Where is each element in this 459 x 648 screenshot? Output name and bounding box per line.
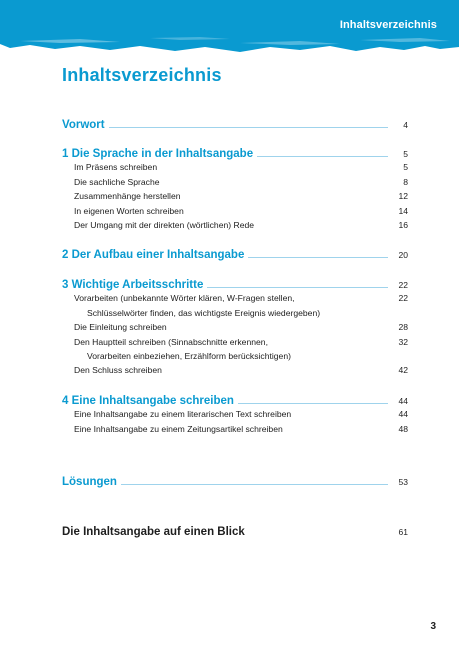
section-title: Vorwort xyxy=(62,119,105,131)
item-page: 5 xyxy=(403,162,408,172)
toc-item-continuation[interactable] xyxy=(74,351,408,362)
item-page: 28 xyxy=(398,322,408,332)
toc-section[interactable] xyxy=(62,275,408,291)
toc-section[interactable] xyxy=(62,391,408,407)
item-title: Vorarbeiten (unbekannte Wörter klären, W-Fragen stellen, xyxy=(74,293,295,303)
item-title: Vorarbeiten einbeziehen, Erzählform berücksichtigen) xyxy=(87,351,291,361)
item-page xyxy=(394,351,408,362)
item-page: 44 xyxy=(398,409,408,419)
item-title: Die Einleitung schreiben xyxy=(74,322,167,332)
dot-leader xyxy=(238,403,388,404)
toc-item[interactable] xyxy=(74,424,408,435)
item-page xyxy=(394,308,408,319)
item-page: 12 xyxy=(398,191,408,201)
dot-leader xyxy=(257,156,388,157)
toc-item[interactable] xyxy=(74,162,408,173)
item-page: 42 xyxy=(398,365,408,375)
dot-leader xyxy=(121,484,388,485)
toc-item[interactable] xyxy=(74,191,408,202)
item-page: 16 xyxy=(398,220,408,230)
toc-item[interactable] xyxy=(74,293,408,304)
item-title: Schlüsselwörter finden, das wichtigste Ereignis wiedergeben) xyxy=(87,308,321,318)
section-title: 3 Wichtige Arbeitsschritte xyxy=(62,279,204,291)
item-title: Den Hauptteil schreiben (Sinnabschnitte erkennen, xyxy=(74,337,268,347)
toc-item[interactable] xyxy=(74,220,408,231)
item-title: In eigenen Worten schreiben xyxy=(74,206,184,216)
page-number: 3 xyxy=(430,621,436,632)
section-title: 1 Die Sprache in der Inhaltsangabe xyxy=(62,148,254,160)
section-page: 5 xyxy=(403,149,408,159)
item-title: Eine Inhaltsangabe zu einem literarischen Text schreiben xyxy=(74,409,292,419)
item-title: Zusammenhänge herstellen xyxy=(74,191,181,201)
toc-item-continuation[interactable] xyxy=(74,308,408,319)
section-page: 53 xyxy=(398,477,408,487)
toc-item[interactable] xyxy=(74,177,408,188)
section-page: 4 xyxy=(403,120,408,130)
toc-item[interactable] xyxy=(74,365,408,376)
toc-section[interactable] xyxy=(62,115,408,131)
item-title: Eine Inhaltsangabe zu einem Zeitungsartikel schreiben xyxy=(74,424,283,434)
item-title: Den Schluss schreiben xyxy=(74,365,162,375)
section-page: 22 xyxy=(398,280,408,290)
header-banner xyxy=(0,0,459,58)
toc-section[interactable] xyxy=(62,245,408,261)
toc-item[interactable] xyxy=(74,206,408,217)
section-title: Die Inhaltsangabe auf einen Blick xyxy=(62,526,245,538)
dot-leader xyxy=(109,127,388,128)
toc-item[interactable] xyxy=(74,322,408,333)
page-title: Inhaltsverzeichnis xyxy=(62,65,222,85)
toc-section[interactable] xyxy=(62,144,408,160)
item-title: Im Präsens schreiben xyxy=(74,162,158,172)
section-page: 61 xyxy=(398,527,408,537)
item-page: 32 xyxy=(398,337,408,347)
toc-section-summary[interactable] xyxy=(62,522,408,538)
item-title: Der Umgang mit der direkten (wörtlichen) Rede xyxy=(74,220,255,230)
dot-leader xyxy=(248,257,388,258)
item-page: 22 xyxy=(398,293,408,303)
item-page: 8 xyxy=(403,177,408,187)
item-title: Die sachliche Sprache xyxy=(74,177,160,187)
item-page: 48 xyxy=(398,424,408,434)
item-page: 14 xyxy=(398,206,408,216)
toc-section[interactable] xyxy=(62,472,408,488)
toc-item[interactable] xyxy=(74,409,408,420)
section-page: 20 xyxy=(398,250,408,260)
dot-leader xyxy=(207,287,388,288)
section-title: Lösungen xyxy=(62,476,117,488)
section-title: 2 Der Aufbau einer Inhaltsangabe xyxy=(62,249,245,261)
header-title: Inhaltsverzeichnis xyxy=(339,19,437,31)
toc-item[interactable] xyxy=(74,337,408,348)
section-title: 4 Eine Inhaltsangabe schreiben xyxy=(62,395,234,407)
section-page: 44 xyxy=(398,396,408,406)
